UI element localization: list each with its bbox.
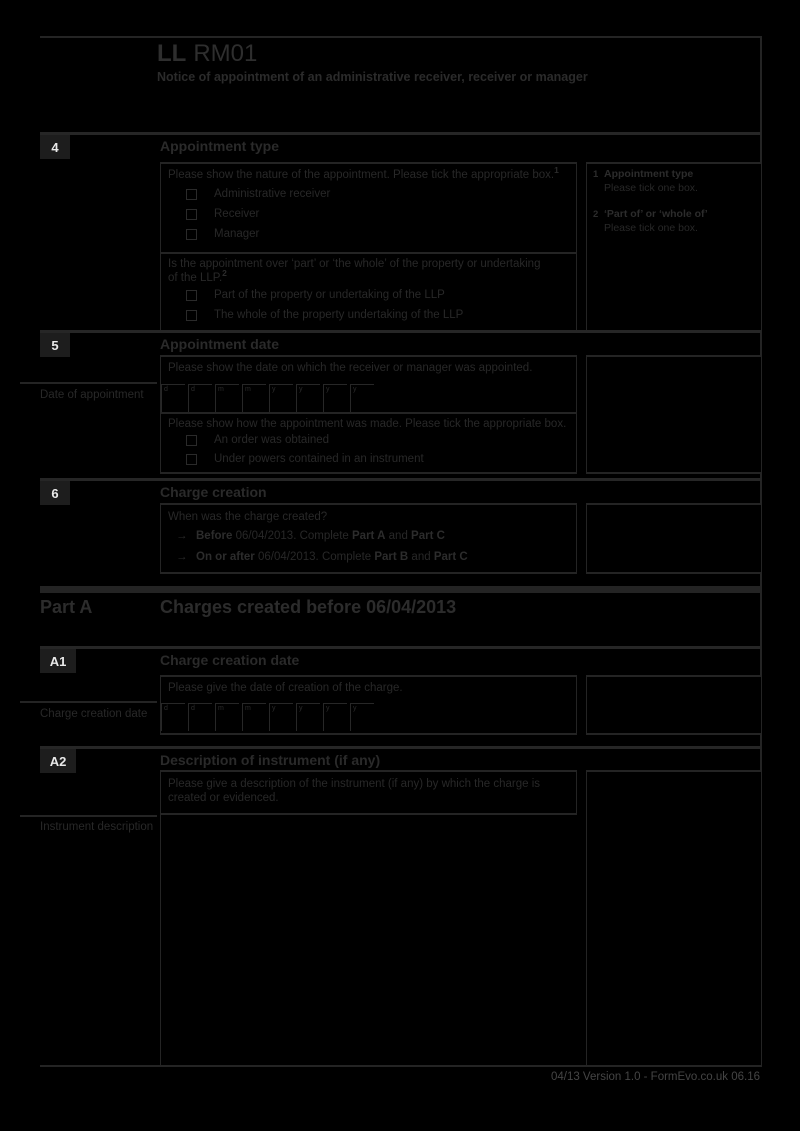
section-a1-number: A1 — [40, 649, 76, 673]
whole-of-property-checkbox[interactable] — [186, 310, 197, 321]
side-note-2-body: Please tick one box. — [604, 222, 698, 234]
option-row — [161, 227, 576, 245]
arrow-right-icon: → — [176, 530, 188, 542]
date-cell-day-1[interactable]: d — [161, 703, 185, 731]
section-6-title: Charge creation — [160, 484, 267, 500]
section-a1-side-box — [586, 675, 761, 735]
date-cell-month-1[interactable]: m — [215, 703, 239, 731]
option-label: Administrative receiver — [214, 188, 331, 200]
section-4-prompt-2-line-1: Is the appointment over ‘part’ or ‘the whole’ of the property or undertaking — [168, 258, 541, 270]
option-label: Part of the property or undertaking of the LLP — [214, 289, 445, 301]
instrument-description-field[interactable] — [160, 815, 577, 1066]
bottom-rule — [40, 1065, 761, 1067]
charge-on-after-bullet — [176, 551, 468, 563]
arrow-right-icon: → — [176, 551, 188, 563]
date-cell-day-2[interactable]: d — [188, 703, 212, 731]
part-a-label: Part A — [40, 597, 93, 617]
section-5-header — [40, 330, 761, 358]
part-of-property-checkbox[interactable] — [186, 290, 197, 301]
powers-instrument-checkbox[interactable] — [186, 454, 197, 465]
section-4-number: 4 — [40, 135, 70, 159]
section-4-rule — [40, 132, 761, 135]
form-title: Notice of appointment of an administrative receiver, receiver or manager — [157, 70, 588, 84]
section-4-prompt-2-line-2 — [168, 268, 227, 285]
appointment-date-grid — [161, 384, 374, 412]
section-6-prompt: When was the charge created? — [168, 511, 328, 523]
option-label: The whole of the property undertaking of the LLP — [214, 309, 464, 321]
option-row — [161, 433, 576, 451]
charge-creation-date-label: Charge creation date — [40, 708, 148, 720]
option-row — [161, 308, 576, 326]
section-4-separator — [161, 252, 576, 254]
bullet-bold: Before — [196, 530, 233, 542]
bullet-bold: Part A — [352, 530, 386, 542]
charge-creation-date-grid — [161, 703, 374, 731]
section-6-rule — [40, 478, 761, 481]
section-5-side-box — [586, 355, 761, 474]
section-6-side-box — [586, 503, 761, 574]
section-a2-prompt-line-2: created or evidenced. — [168, 792, 279, 804]
side-note-2-title: ‘Part of’ or ‘whole of’ — [604, 208, 708, 220]
side-note-1-body: Please tick one box. — [604, 182, 698, 194]
date-cell-year-3[interactable]: y — [323, 384, 347, 412]
bullet-text: 06/04/2013. Complete — [232, 530, 352, 542]
section-4-side-notes — [586, 162, 761, 330]
section-4-prompt-2-text: of the LLP. — [168, 272, 223, 284]
charge-before-bullet — [176, 530, 445, 542]
section-4-header — [40, 132, 761, 160]
section-5-prompt-2: Please show how the appointment was made. Please tick the appropriate box. — [168, 418, 567, 430]
section-a2-rule — [40, 746, 761, 749]
date-cell-year-2[interactable]: y — [296, 703, 320, 731]
option-row — [161, 207, 576, 225]
instrument-description-rule — [20, 815, 157, 817]
instrument-description-label: Instrument description — [40, 821, 154, 833]
section-a1-header — [40, 646, 761, 674]
option-row — [161, 288, 576, 306]
section-6-header — [40, 478, 761, 506]
section-4-main-box — [160, 162, 577, 330]
date-of-appointment-rule — [20, 382, 157, 384]
footnote-1-marker: 1 — [554, 165, 559, 176]
side-note-1-title: Appointment type — [604, 168, 694, 180]
bullet-bold: Part B — [374, 551, 409, 563]
form-code-number: RM01 — [193, 40, 258, 67]
option-label: Receiver — [214, 208, 260, 220]
date-cell-month-2[interactable]: m — [242, 384, 266, 412]
bullet-bold: Part C — [433, 551, 468, 563]
date-cell-year-3[interactable]: y — [323, 703, 347, 731]
charge-creation-date-rule — [20, 701, 157, 703]
option-row — [161, 452, 576, 470]
bullet-text: 06/04/2013. Complete — [254, 551, 375, 563]
order-obtained-checkbox[interactable] — [186, 435, 197, 446]
section-5-number: 5 — [40, 333, 70, 357]
date-cell-day-2[interactable]: d — [188, 384, 212, 412]
receiver-checkbox[interactable] — [186, 209, 197, 220]
section-a2-prompt-line-1: Please give a description of the instrument (if any) by which the charge is — [168, 778, 541, 790]
option-label: Manager — [214, 228, 260, 240]
section-5-main-box — [160, 355, 577, 474]
form-code-prefix: LL — [157, 40, 187, 67]
part-a-bar — [40, 586, 761, 593]
section-a2-side-box — [586, 770, 761, 1066]
section-a1-rule — [40, 646, 761, 649]
option-row — [161, 187, 576, 205]
date-cell-month-1[interactable]: m — [215, 384, 239, 412]
section-a1-main-box — [160, 675, 577, 735]
top-rule — [40, 36, 761, 38]
section-a2-title: Description of instrument (if any) — [160, 752, 381, 768]
date-cell-day-1[interactable]: d — [161, 384, 185, 412]
section-6-number: 6 — [40, 481, 70, 505]
section-4-title: Appointment type — [160, 138, 279, 154]
section-a1-prompt: Please give the date of creation of the charge. — [168, 682, 403, 694]
option-label: An order was obtained — [214, 434, 330, 446]
side-note-2-ref: 2 — [593, 209, 599, 220]
form-code — [157, 40, 257, 68]
date-cell-month-2[interactable]: m — [242, 703, 266, 731]
section-4-prompt-1 — [168, 165, 559, 182]
footer-version-text: 04/13 Version 1.0 - FormEvo.co.uk 06.16 — [550, 1071, 760, 1083]
section-5-prompt-1: Please show the date on which the receiver or manager was appointed. — [168, 362, 533, 374]
section-a2-prompt-box — [160, 770, 577, 815]
bullet-text: and — [408, 551, 434, 563]
option-label: Under powers contained in an instrument — [214, 453, 424, 465]
bullet-text: and — [385, 530, 412, 542]
date-cell-year-1[interactable]: y — [269, 703, 293, 731]
bullet-bold: On or after — [196, 551, 255, 563]
section-a2-number: A2 — [40, 749, 76, 773]
section-5-title: Appointment date — [160, 336, 279, 352]
manager-checkbox[interactable] — [186, 229, 197, 240]
date-cell-year-1[interactable]: y — [269, 384, 293, 412]
date-cell-year-4[interactable]: y — [350, 384, 374, 412]
date-of-appointment-label: Date of appointment — [40, 389, 144, 401]
section-5-rule — [40, 330, 761, 333]
side-note-1-ref: 1 — [593, 169, 599, 180]
section-4-prompt-1-text: Please show the nature of the appointment. Please tick the appropriate box. — [168, 169, 555, 181]
section-6-main-box — [160, 503, 577, 574]
footnote-2-marker: 2 — [222, 268, 227, 279]
section-a1-title: Charge creation date — [160, 652, 300, 668]
date-cell-year-4[interactable]: y — [350, 703, 374, 731]
administrative-receiver-checkbox[interactable] — [186, 189, 197, 200]
date-cell-year-2[interactable]: y — [296, 384, 320, 412]
section-5-separator — [161, 412, 576, 414]
part-a-title: Charges created before 06/04/2013 — [160, 597, 457, 617]
bullet-bold: Part C — [411, 530, 445, 542]
